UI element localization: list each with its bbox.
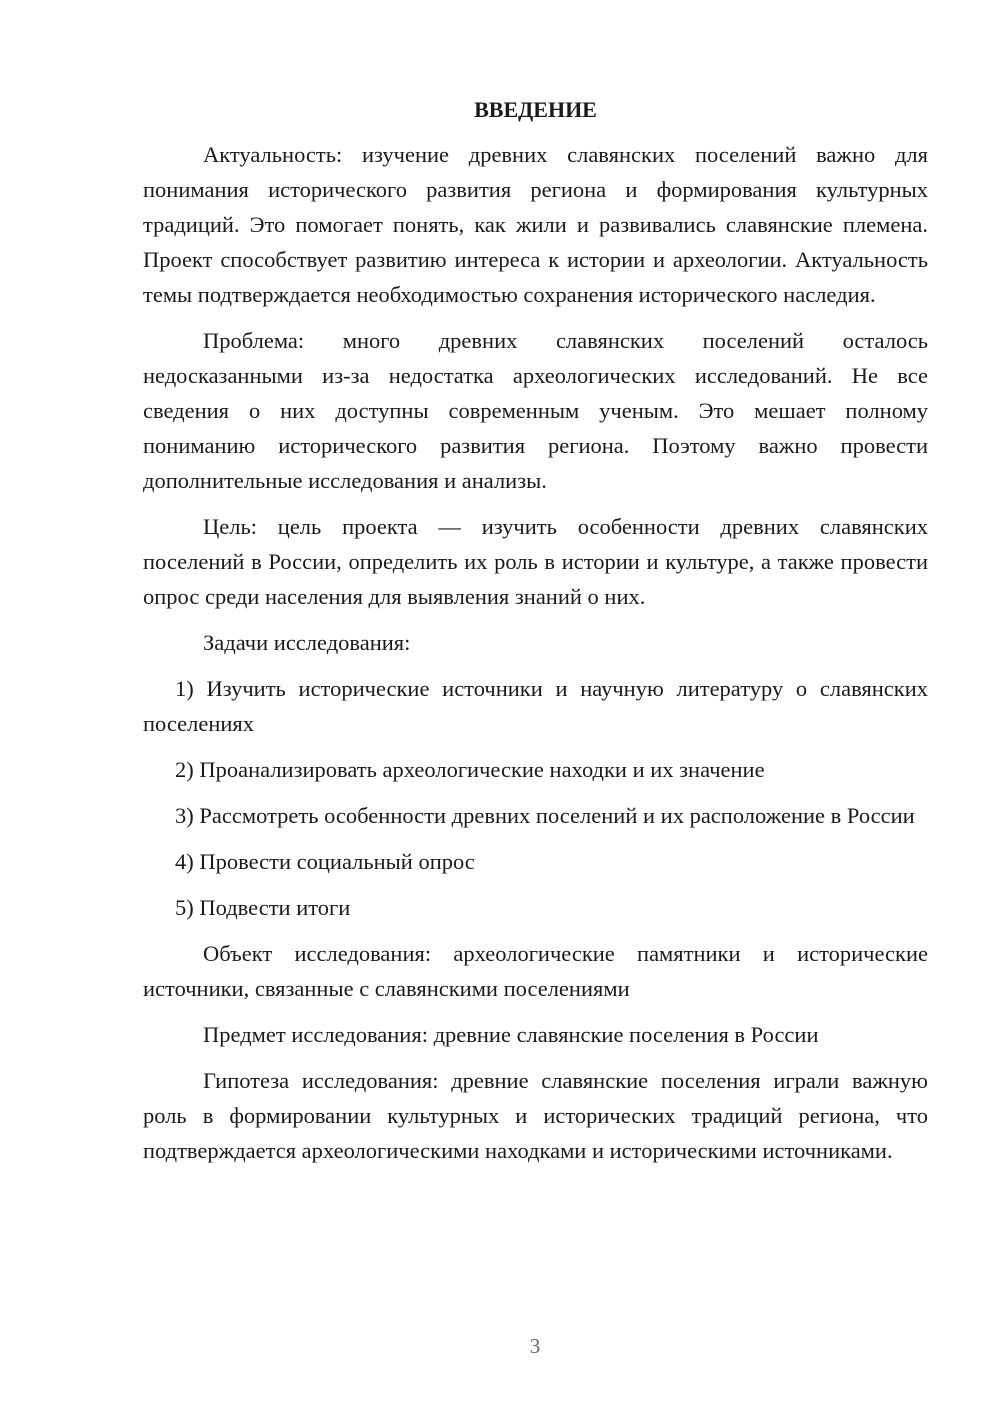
task-item: 2) Проанализировать археологические находки и их значение: [175, 757, 765, 782]
page-content: [143, 95, 928, 1179]
task-item: 5) Подвести итоги: [175, 895, 351, 920]
goal-paragraph: Цель: цель проекта — изучить особенности древних славянских поселений в России, определить их роль в истории и культуре, а также провести опрос среди населения для выявления знаний о них.: [143, 514, 928, 609]
tasks-heading: Задачи исследования:: [203, 630, 411, 655]
section-title: ВВЕДЕНИЕ: [474, 97, 597, 122]
task-item: 3) Рассмотреть особенности древних поселений и их расположение в России: [175, 803, 915, 828]
page-number: 3: [529, 1334, 541, 1358]
relevance-paragraph: Актуальность: изучение древних славянских поселений важно для понимания исторического развития региона и формирования культурных традиций. Это помогает понять, как жили и развивались славянские племена. Проект способствует развитию интереса к истории и археологии. Актуальность темы подтверждается необходимостью сохранения исторического наследия.: [143, 142, 928, 307]
problem-paragraph: Проблема: много древних славянских поселений осталось недосказанными из-за недостатка археологических исследований. Не все сведения о них доступны современным ученым. Это мешает полному пониманию исторического развития региона. Поэтому важно провести дополнительные исследования и анализы.: [143, 328, 928, 493]
task-item: 1) Изучить исторические источники и научную литературу о славянских поселениях: [143, 676, 928, 736]
task-item: 4) Провести социальный опрос: [175, 849, 475, 874]
subject-paragraph: Предмет исследования: древние славянские поселения в России: [203, 1022, 819, 1047]
object-paragraph: Объект исследования: археологические памятники и исторические источники, связанные с славянскими поселениями: [143, 941, 928, 1001]
hypothesis-paragraph: Гипотеза исследования: древние славянские поселения играли важную роль в формировании культурных и исторических традиций региона, что подтверждается археологическими находками и историческими источниками.: [143, 1068, 928, 1163]
